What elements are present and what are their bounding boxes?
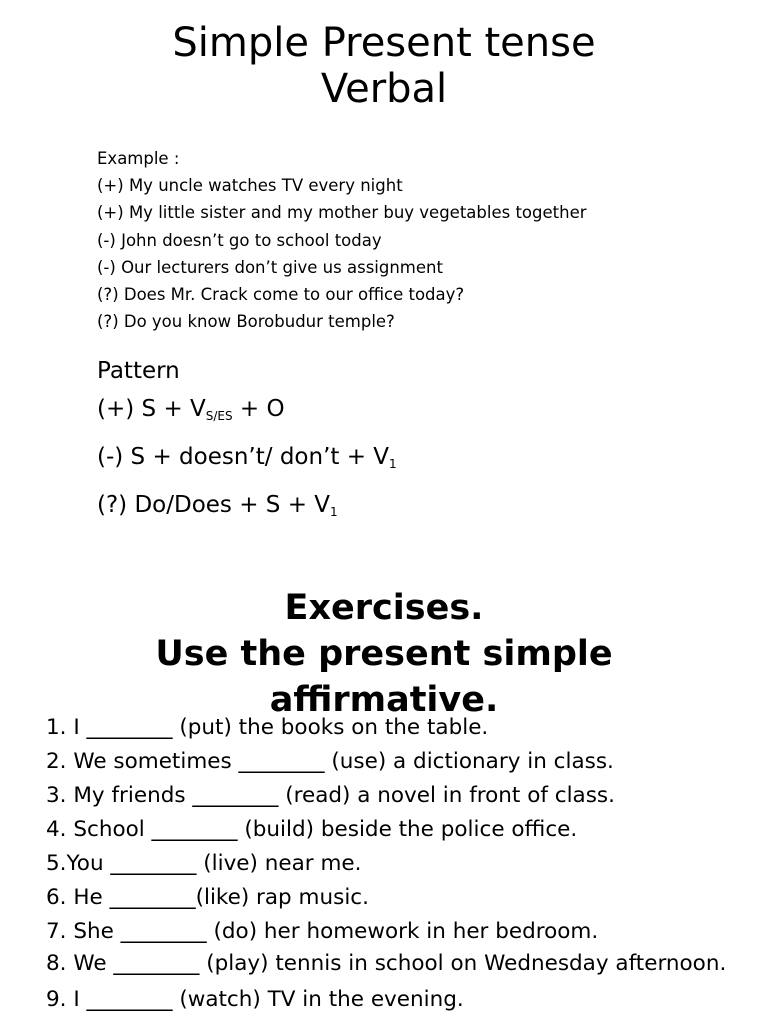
pattern-negative — [97, 437, 757, 485]
pattern-section — [97, 353, 757, 533]
list-item: 8. We ________ (play) tennis in school on Wednesday afternoon. — [46, 951, 727, 976]
example-item: (+) My uncle watches TV every night — [97, 176, 403, 196]
pattern-positive — [97, 389, 757, 437]
examples-section — [97, 145, 757, 335]
list-item: 2. We sometimes ________ (use) a dictionary in class. — [46, 749, 614, 774]
pattern-question-main: (?) Do/Does + S + V — [97, 492, 331, 518]
pattern-positive-tail: + O — [232, 396, 285, 422]
example-item: (?) Do you know Borobudur temple? — [97, 312, 395, 332]
pattern-question — [97, 485, 757, 533]
example-item: (-) John doesn’t go to school today — [97, 230, 382, 250]
list-item: 5.You ________ (live) near me. — [46, 851, 362, 876]
exercises-heading-line-1: Exercises. — [284, 588, 484, 628]
title-line-1: Simple Present tense — [172, 20, 596, 66]
example-item: (-) Our lecturers don’t give us assignment — [97, 257, 443, 277]
pattern-heading: Pattern — [97, 358, 180, 384]
list-item: 3. My friends ________ (read) a novel in front of class. — [46, 783, 615, 808]
list-item: 7. She ________ (do) her homework in her bedroom. — [46, 919, 599, 944]
exercises-heading — [0, 585, 768, 723]
title-line-2: Verbal — [320, 66, 448, 112]
pattern-positive-main: (+) S + V — [97, 396, 206, 422]
list-item: 1. I ________ (put) the books on the table. — [46, 715, 489, 740]
list-item: 6. He ________(like) rap music. — [46, 885, 369, 910]
exercises-heading-line-2: Use the present simple — [155, 634, 613, 674]
list-item: 9. I ________ (watch) TV in the evening. — [46, 987, 464, 1012]
page-title — [0, 20, 768, 112]
pattern-negative-main: (-) S + doesn’t/ don’t + V — [97, 444, 390, 470]
list-item: 4. School ________ (build) beside the police office. — [46, 817, 578, 842]
pattern-positive-subscript: S/ES — [205, 409, 233, 423]
example-item: (?) Does Mr. Crack come to our office today? — [97, 285, 465, 305]
examples-heading: Example : — [97, 149, 180, 168]
pattern-question-subscript: 1 — [330, 505, 338, 519]
exercise-list — [46, 711, 746, 1017]
exercises-heading-line-3: affirmative. — [269, 680, 499, 720]
pattern-negative-subscript: 1 — [389, 457, 397, 471]
example-item: (+) My little sister and my mother buy vegetables together — [97, 203, 587, 223]
